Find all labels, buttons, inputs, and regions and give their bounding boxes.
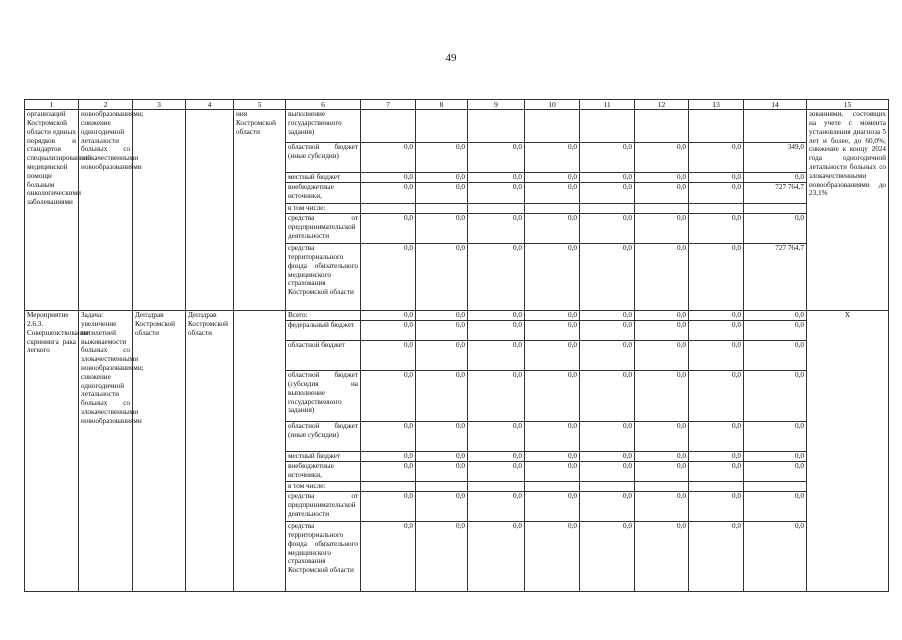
column-number: 3 (133, 100, 186, 110)
funding-source-label: средства территориального фонда обязательного медицинского страхования Костромской области (286, 522, 361, 592)
amount-cell: 0,0 (416, 173, 468, 183)
amount-cell: 0,0 (361, 422, 416, 452)
amount-cell: 0,0 (416, 341, 468, 371)
amount-cell: 0,0 (525, 371, 580, 422)
amount-cell: 0,0 (635, 311, 689, 321)
amount-cell: 0,0 (689, 183, 744, 204)
page-number: 49 (445, 52, 457, 64)
amount-cell: 0,0 (580, 422, 635, 452)
table-row (25, 311, 889, 321)
amount-cell: 0,0 (580, 462, 635, 482)
column-number: 15 (807, 100, 889, 110)
amount-cell (416, 482, 468, 492)
cell-col5: ния Костромской области (234, 110, 286, 311)
amount-cell: 0,0 (361, 183, 416, 204)
amount-cell (580, 204, 635, 214)
amount-cell: 0,0 (689, 422, 744, 452)
amount-cell: 0,0 (416, 522, 468, 592)
amount-cell: 0,0 (416, 452, 468, 462)
amount-cell (689, 204, 744, 214)
funding-source-label: средства территориального фонда обязательного медицинского страхования Костромской области (286, 244, 361, 311)
amount-cell: 0,0 (525, 321, 580, 341)
amount-cell: 0,0 (361, 492, 416, 522)
amount-cell: 0,0 (416, 321, 468, 341)
amount-cell: 0,0 (635, 492, 689, 522)
amount-cell: 0,0 (580, 321, 635, 341)
amount-cell: 0,0 (689, 143, 744, 173)
amount-cell: 0,0 (744, 311, 807, 321)
amount-cell: 0,0 (580, 143, 635, 173)
amount-cell: 0,0 (635, 321, 689, 341)
amount-cell (744, 482, 807, 492)
cell-col4: Депздрав Костромской области (186, 311, 234, 592)
table-row (25, 110, 889, 143)
amount-cell: 0,0 (635, 173, 689, 183)
column-number-row (25, 100, 889, 110)
cell-col15: зованиями, состоящих на учете с момента установления диагноза 5 лет и более, до 60,0%; снижение к концу 2024 года одногодичной летальности больных со злокачественными новообразованиями до 23,1% (807, 110, 889, 311)
cell-col3: Депздрав Костромской области (133, 311, 186, 592)
amount-cell: 0,0 (580, 492, 635, 522)
amount-cell (361, 482, 416, 492)
column-number: 4 (186, 100, 234, 110)
amount-cell: 0,0 (744, 422, 807, 452)
amount-cell: 0,0 (468, 452, 525, 462)
amount-cell: 0,0 (580, 522, 635, 592)
amount-cell (635, 482, 689, 492)
amount-cell: 0,0 (689, 522, 744, 592)
column-number: 7 (361, 100, 416, 110)
amount-cell: 0,0 (416, 462, 468, 482)
funding-source-label: средства от предпринимательской деятельности (286, 492, 361, 522)
funding-source-label: областной бюджет (иные субсидии) (286, 143, 361, 173)
amount-cell: 0,0 (525, 143, 580, 173)
amount-cell: 0,0 (744, 492, 807, 522)
amount-cell: 0,0 (635, 462, 689, 482)
amount-cell: 0,0 (689, 311, 744, 321)
amount-cell: 0,0 (525, 183, 580, 204)
amount-cell (580, 110, 635, 143)
funding-source-label: областной бюджет (286, 341, 361, 371)
amount-cell: 0,0 (580, 183, 635, 204)
cell-col1: Мероприятие 2.6.3. Совершенствование скрининга рака легкого (25, 311, 79, 592)
funding-source-label: в том числе: (286, 204, 361, 214)
amount-cell: 0,0 (744, 321, 807, 341)
amount-cell: 0,0 (635, 522, 689, 592)
amount-cell: 0,0 (580, 452, 635, 462)
amount-cell: 0,0 (468, 341, 525, 371)
amount-cell: 0,0 (525, 244, 580, 311)
amount-cell (525, 482, 580, 492)
amount-cell (689, 110, 744, 143)
amount-cell: 0,0 (744, 214, 807, 244)
amount-cell (468, 204, 525, 214)
amount-cell: 0,0 (468, 371, 525, 422)
amount-cell (525, 204, 580, 214)
amount-cell (744, 204, 807, 214)
amount-cell: 0,0 (580, 371, 635, 422)
amount-cell: 0,0 (525, 311, 580, 321)
amount-cell: 0,0 (525, 173, 580, 183)
cell-col2: Задача: увеличение пятилетней выживаемости больных со злокачественными новообразованиями; снижение одногодичной летальности больных со злокачественными новообразованиями (79, 311, 133, 592)
amount-cell: 0,0 (416, 214, 468, 244)
amount-cell: 0,0 (468, 173, 525, 183)
amount-cell: 0,0 (468, 522, 525, 592)
amount-cell (635, 110, 689, 143)
amount-cell: 0,0 (580, 214, 635, 244)
cell-col1: организаций Костромской области единых порядков и стандартов специализированной медицинской помощи больным онкологическими заболеваниями (25, 110, 79, 311)
amount-cell: 0,0 (744, 341, 807, 371)
amount-cell: 0,0 (468, 183, 525, 204)
amount-cell: 0,0 (468, 214, 525, 244)
column-number: 10 (525, 100, 580, 110)
amount-cell: 0,0 (416, 143, 468, 173)
amount-cell: 349,0 (744, 143, 807, 173)
column-number: 5 (234, 100, 286, 110)
cell-col3 (133, 110, 186, 311)
amount-cell: 0,0 (635, 452, 689, 462)
column-number: 2 (79, 100, 133, 110)
amount-cell: 0,0 (361, 371, 416, 422)
column-number: 13 (689, 100, 744, 110)
amount-cell: 0,0 (525, 214, 580, 244)
amount-cell: 0,0 (744, 371, 807, 422)
amount-cell (468, 110, 525, 143)
amount-cell: 0,0 (635, 143, 689, 173)
amount-cell (580, 482, 635, 492)
amount-cell: 0,0 (468, 321, 525, 341)
amount-cell (416, 204, 468, 214)
amount-cell: 0,0 (416, 422, 468, 452)
amount-cell: 0,0 (416, 492, 468, 522)
amount-cell: 0,0 (525, 422, 580, 452)
amount-cell: 0,0 (580, 311, 635, 321)
cell-col4 (186, 110, 234, 311)
budget-table (24, 99, 889, 592)
amount-cell: 0,0 (361, 321, 416, 341)
amount-cell (361, 204, 416, 214)
column-number: 14 (744, 100, 807, 110)
amount-cell: 0,0 (468, 244, 525, 311)
funding-source-label: местный бюджет (286, 452, 361, 462)
column-number: 12 (635, 100, 689, 110)
amount-cell: 0,0 (361, 452, 416, 462)
amount-cell: 0,0 (744, 462, 807, 482)
amount-cell: 0,0 (525, 492, 580, 522)
amount-cell: 0,0 (689, 492, 744, 522)
amount-cell: 0,0 (635, 422, 689, 452)
amount-cell: 0,0 (689, 452, 744, 462)
amount-cell: 0,0 (689, 371, 744, 422)
amount-cell: 0,0 (416, 244, 468, 311)
amount-cell: 0,0 (361, 341, 416, 371)
amount-cell: 727 764,7 (744, 244, 807, 311)
amount-cell: 0,0 (635, 341, 689, 371)
amount-cell: 0,0 (361, 311, 416, 321)
amount-cell: 0,0 (525, 341, 580, 371)
funding-source-label: Всего: (286, 311, 361, 321)
column-number: 1 (25, 100, 79, 110)
funding-source-label: в том числе: (286, 482, 361, 492)
amount-cell: 0,0 (468, 462, 525, 482)
amount-cell: 0,0 (416, 371, 468, 422)
cell-col15: Х (807, 311, 889, 592)
amount-cell (416, 110, 468, 143)
funding-source-label: внебюджетные источники, (286, 462, 361, 482)
amount-cell: 0,0 (525, 452, 580, 462)
amount-cell: 0,0 (361, 143, 416, 173)
amount-cell: 0,0 (689, 173, 744, 183)
amount-cell: 0,0 (689, 244, 744, 311)
funding-source-label: средства от предпринимательской деятельности (286, 214, 361, 244)
amount-cell: 0,0 (361, 214, 416, 244)
column-number: 6 (286, 100, 361, 110)
amount-cell (689, 482, 744, 492)
amount-cell (744, 110, 807, 143)
amount-cell: 0,0 (744, 452, 807, 462)
amount-cell: 0,0 (361, 173, 416, 183)
amount-cell: 0,0 (468, 143, 525, 173)
amount-cell: 0,0 (361, 244, 416, 311)
funding-source-label: федеральный бюджет (286, 321, 361, 341)
amount-cell: 0,0 (744, 173, 807, 183)
column-number: 9 (468, 100, 525, 110)
funding-source-label: областной бюджет (иные субсидии) (286, 422, 361, 452)
amount-cell: 0,0 (635, 371, 689, 422)
amount-cell: 0,0 (635, 183, 689, 204)
amount-cell: 0,0 (361, 462, 416, 482)
column-number: 8 (416, 100, 468, 110)
amount-cell: 0,0 (580, 173, 635, 183)
amount-cell: 0,0 (468, 311, 525, 321)
amount-cell: 0,0 (580, 341, 635, 371)
amount-cell: 0,0 (744, 522, 807, 592)
funding-source-label: выполнение государственного задания) (286, 110, 361, 143)
amount-cell: 0,0 (361, 522, 416, 592)
amount-cell (361, 110, 416, 143)
amount-cell: 0,0 (416, 311, 468, 321)
amount-cell: 727 764,7 (744, 183, 807, 204)
cell-col5 (234, 311, 286, 592)
amount-cell: 0,0 (525, 522, 580, 592)
amount-cell: 0,0 (635, 244, 689, 311)
amount-cell (525, 110, 580, 143)
amount-cell (468, 482, 525, 492)
column-number: 11 (580, 100, 635, 110)
cell-col2: новообразованиями; снижение одногодичной летальности больных со злокачественными новообразованиями (79, 110, 133, 311)
amount-cell: 0,0 (689, 462, 744, 482)
amount-cell: 0,0 (580, 244, 635, 311)
amount-cell: 0,0 (689, 341, 744, 371)
funding-source-label: областной бюджет (субсидия на выполнение государственного задания) (286, 371, 361, 422)
amount-cell: 0,0 (689, 321, 744, 341)
amount-cell: 0,0 (416, 183, 468, 204)
funding-source-label: местный бюджет (286, 173, 361, 183)
amount-cell: 0,0 (635, 214, 689, 244)
amount-cell: 0,0 (525, 462, 580, 482)
funding-source-label: внебюджетные источники, (286, 183, 361, 204)
amount-cell: 0,0 (468, 492, 525, 522)
amount-cell: 0,0 (689, 214, 744, 244)
amount-cell (635, 204, 689, 214)
amount-cell: 0,0 (468, 422, 525, 452)
